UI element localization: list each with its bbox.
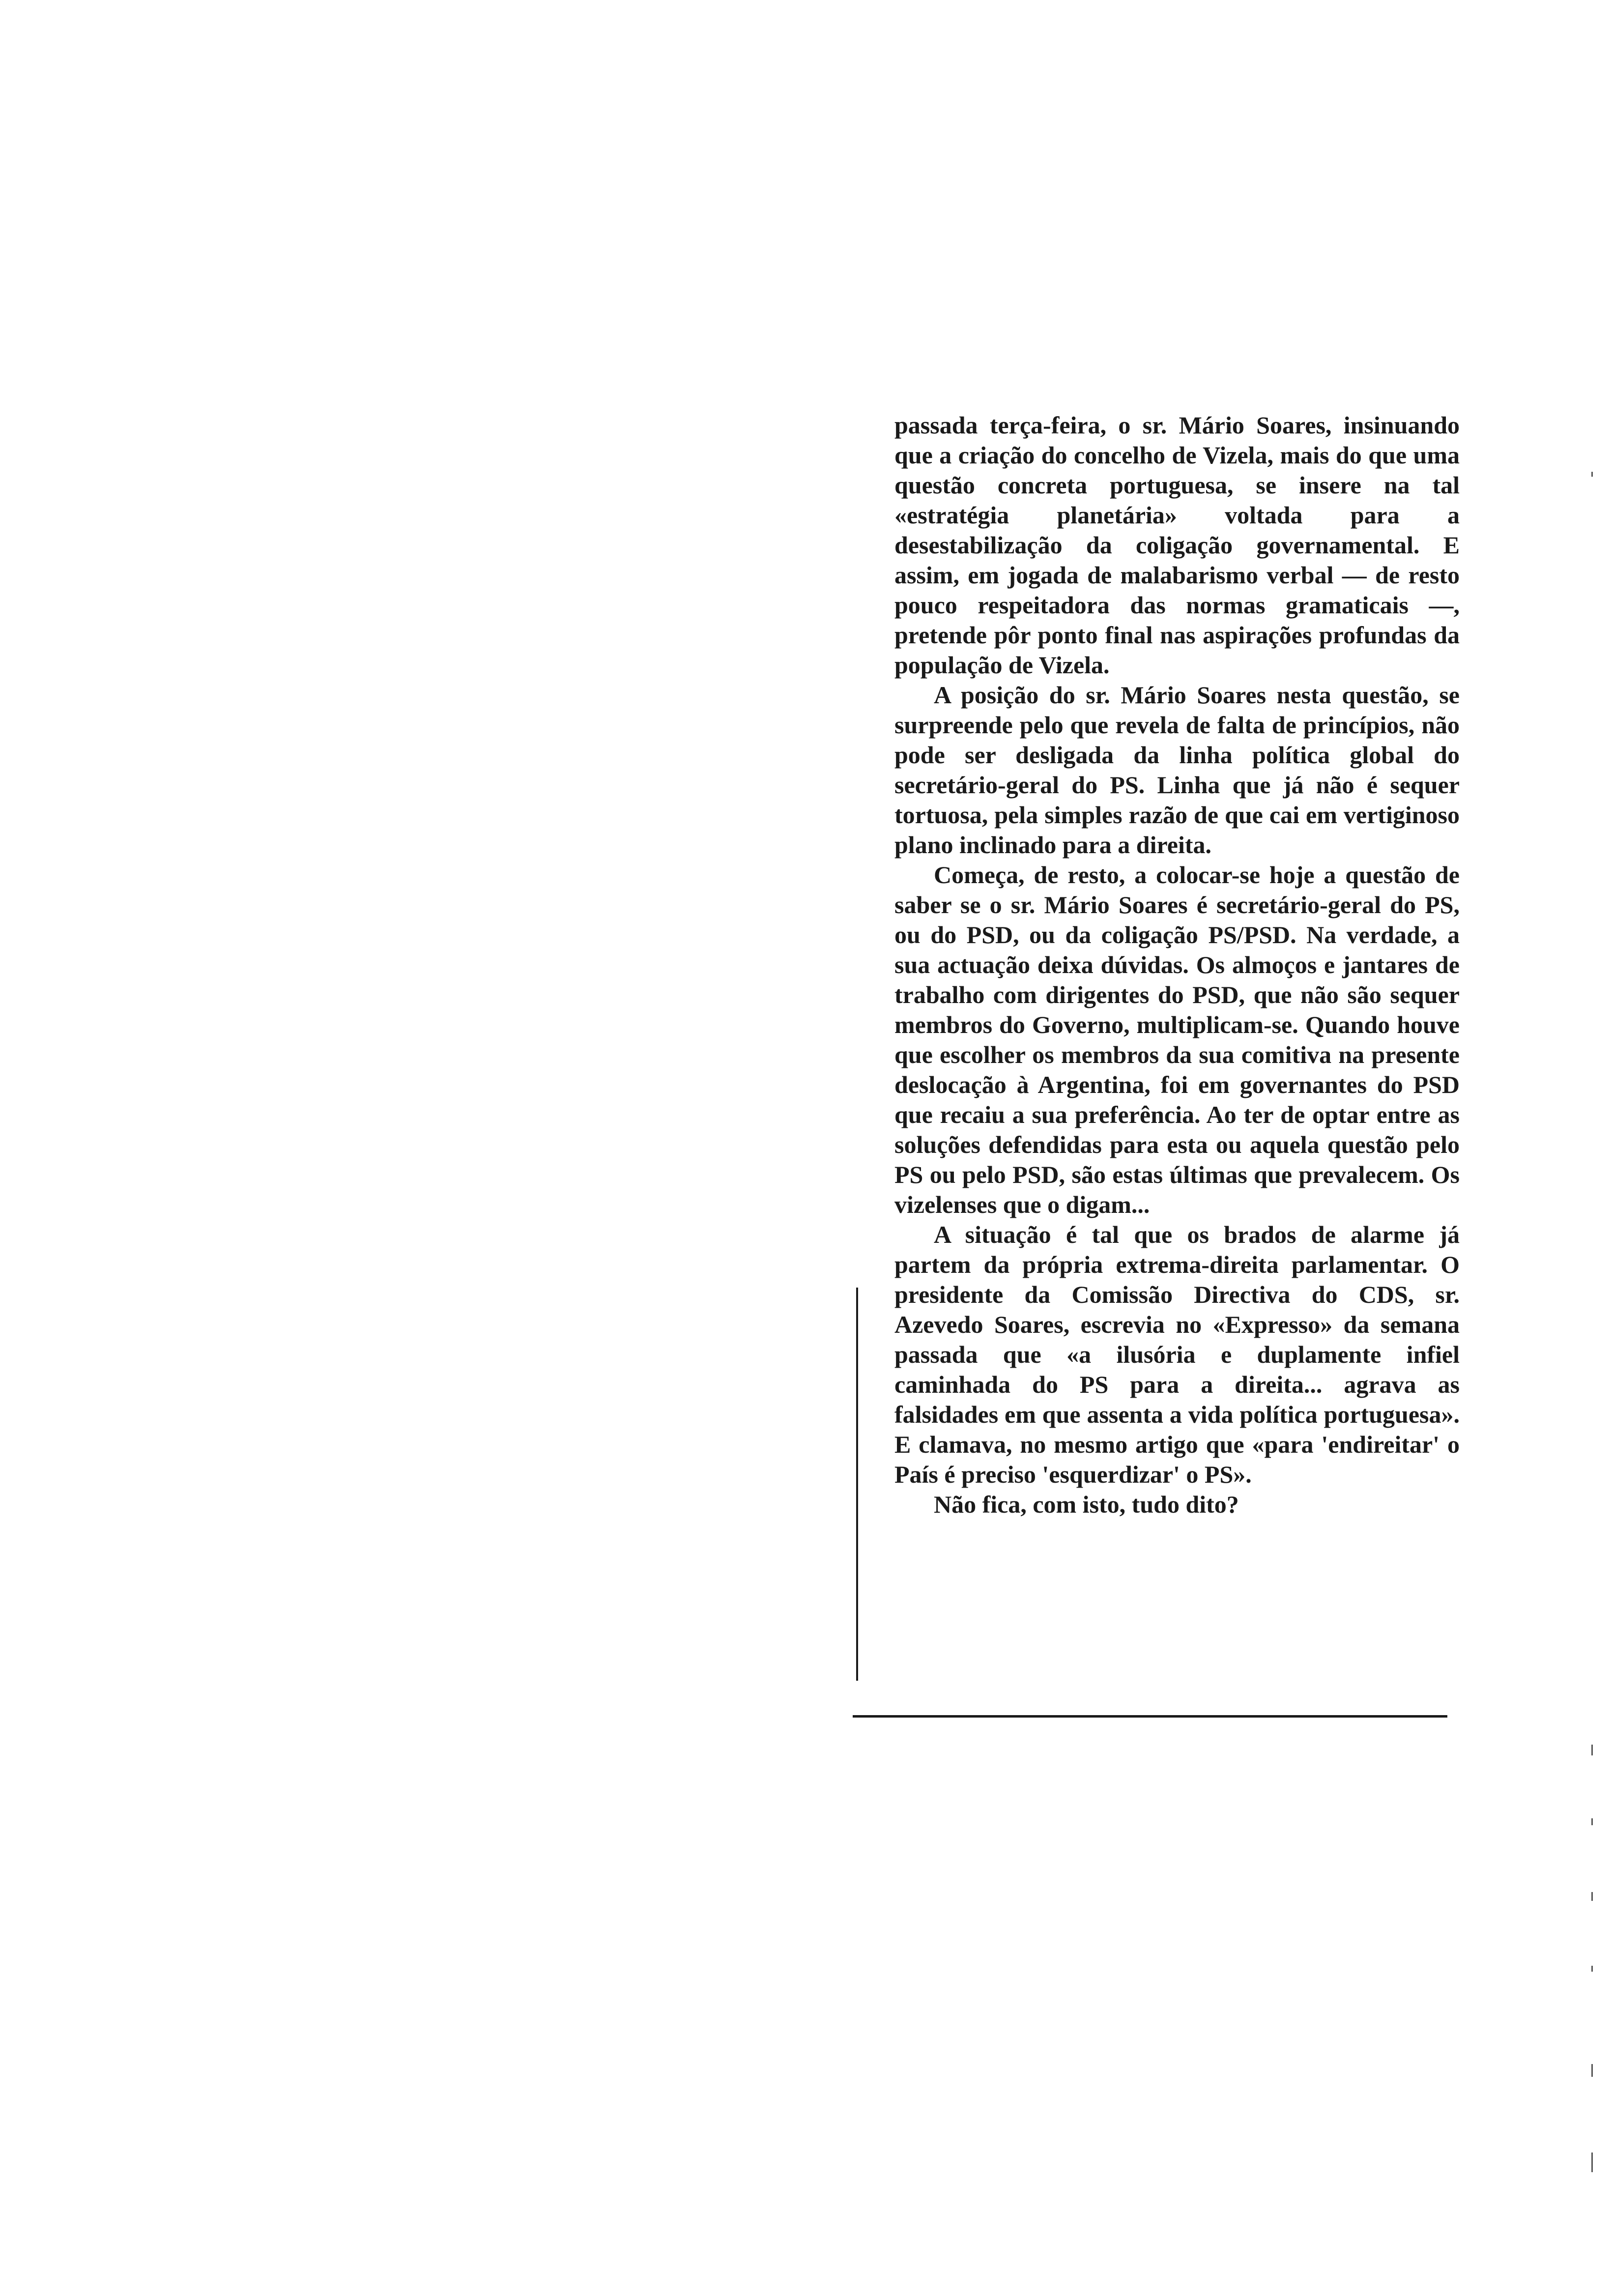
article-paragraph-5: Não fica, com isto, tudo dito?	[934, 1491, 1239, 1518]
scan-speck	[1591, 1966, 1593, 1972]
article-paragraph-2: A posição do sr. Mário Soares nesta questão, se surpreende pelo que revela de falta de princípios, não pode ser desligada da linha política global do secretário-geral do PS. Linha que já não é sequer tortuosa, pela simples razão de que cai em vertiginoso plano inclinado para a direita.	[894, 681, 1460, 859]
scan-speck	[1591, 472, 1593, 477]
article-paragraph-1: passada terça-feira, o sr. Mário Soares, insinuando que a criação do concelho de Vizela, mais do que uma questão concreta portuguesa, se insere na tal «estratégia planetária» voltada para a desestabilização da coligação governamental. E assim, em jogada de malabarismo verbal — de resto pouco respeitadora das normas gramaticais —, pretende pôr ponto final nas aspirações profundas da população de Vizela.	[894, 411, 1460, 679]
scan-speck	[1591, 1745, 1593, 1755]
article-end-rule	[853, 1715, 1447, 1718]
scan-edge-marks	[1591, 442, 1601, 2211]
margin-rule	[856, 1288, 858, 1681]
scan-speck	[1591, 2064, 1593, 2077]
article-column	[894, 410, 1460, 1520]
scan-speck	[1591, 1892, 1593, 1901]
scan-speck	[1591, 1818, 1593, 1825]
article-paragraph-3: Começa, de resto, a colocar-se hoje a questão de saber se o sr. Mário Soares é secretário-geral do PS, ou do PSD, ou da coligação PS/PSD. Na verdade, a sua actuação deixa dúvidas. Os almoços e jantares de trabalho com dirigentes do PSD, que não são sequer membros do Governo, multiplicam-se. Quando houve que escolher os membros da sua comitiva na presente deslocação à Argentina, foi em governantes do PSD que recaiu a sua preferência. Ao ter de optar entre as soluções defendidas para esta ou aquela questão pelo PS ou pelo PSD, são estas últimas que prevalecem. Os vizelenses que o digam...	[894, 861, 1460, 1218]
article-paragraph-4: A situação é tal que os brados de alarme já partem da própria extrema-direita parlamentar. O presidente da Comissão Directiva do CDS, sr. Azevedo Soares, escrevia no «Expresso» da semana passada que «a ilusória e duplamente infiel caminhada do PS para a direita... agrava as falsidades em que assenta a vida política portuguesa». E clamava, no mesmo artigo que «para 'endireitar' o País é preciso 'esquerdizar' o PS».	[894, 1221, 1460, 1488]
scan-speck	[1591, 2152, 1593, 2172]
